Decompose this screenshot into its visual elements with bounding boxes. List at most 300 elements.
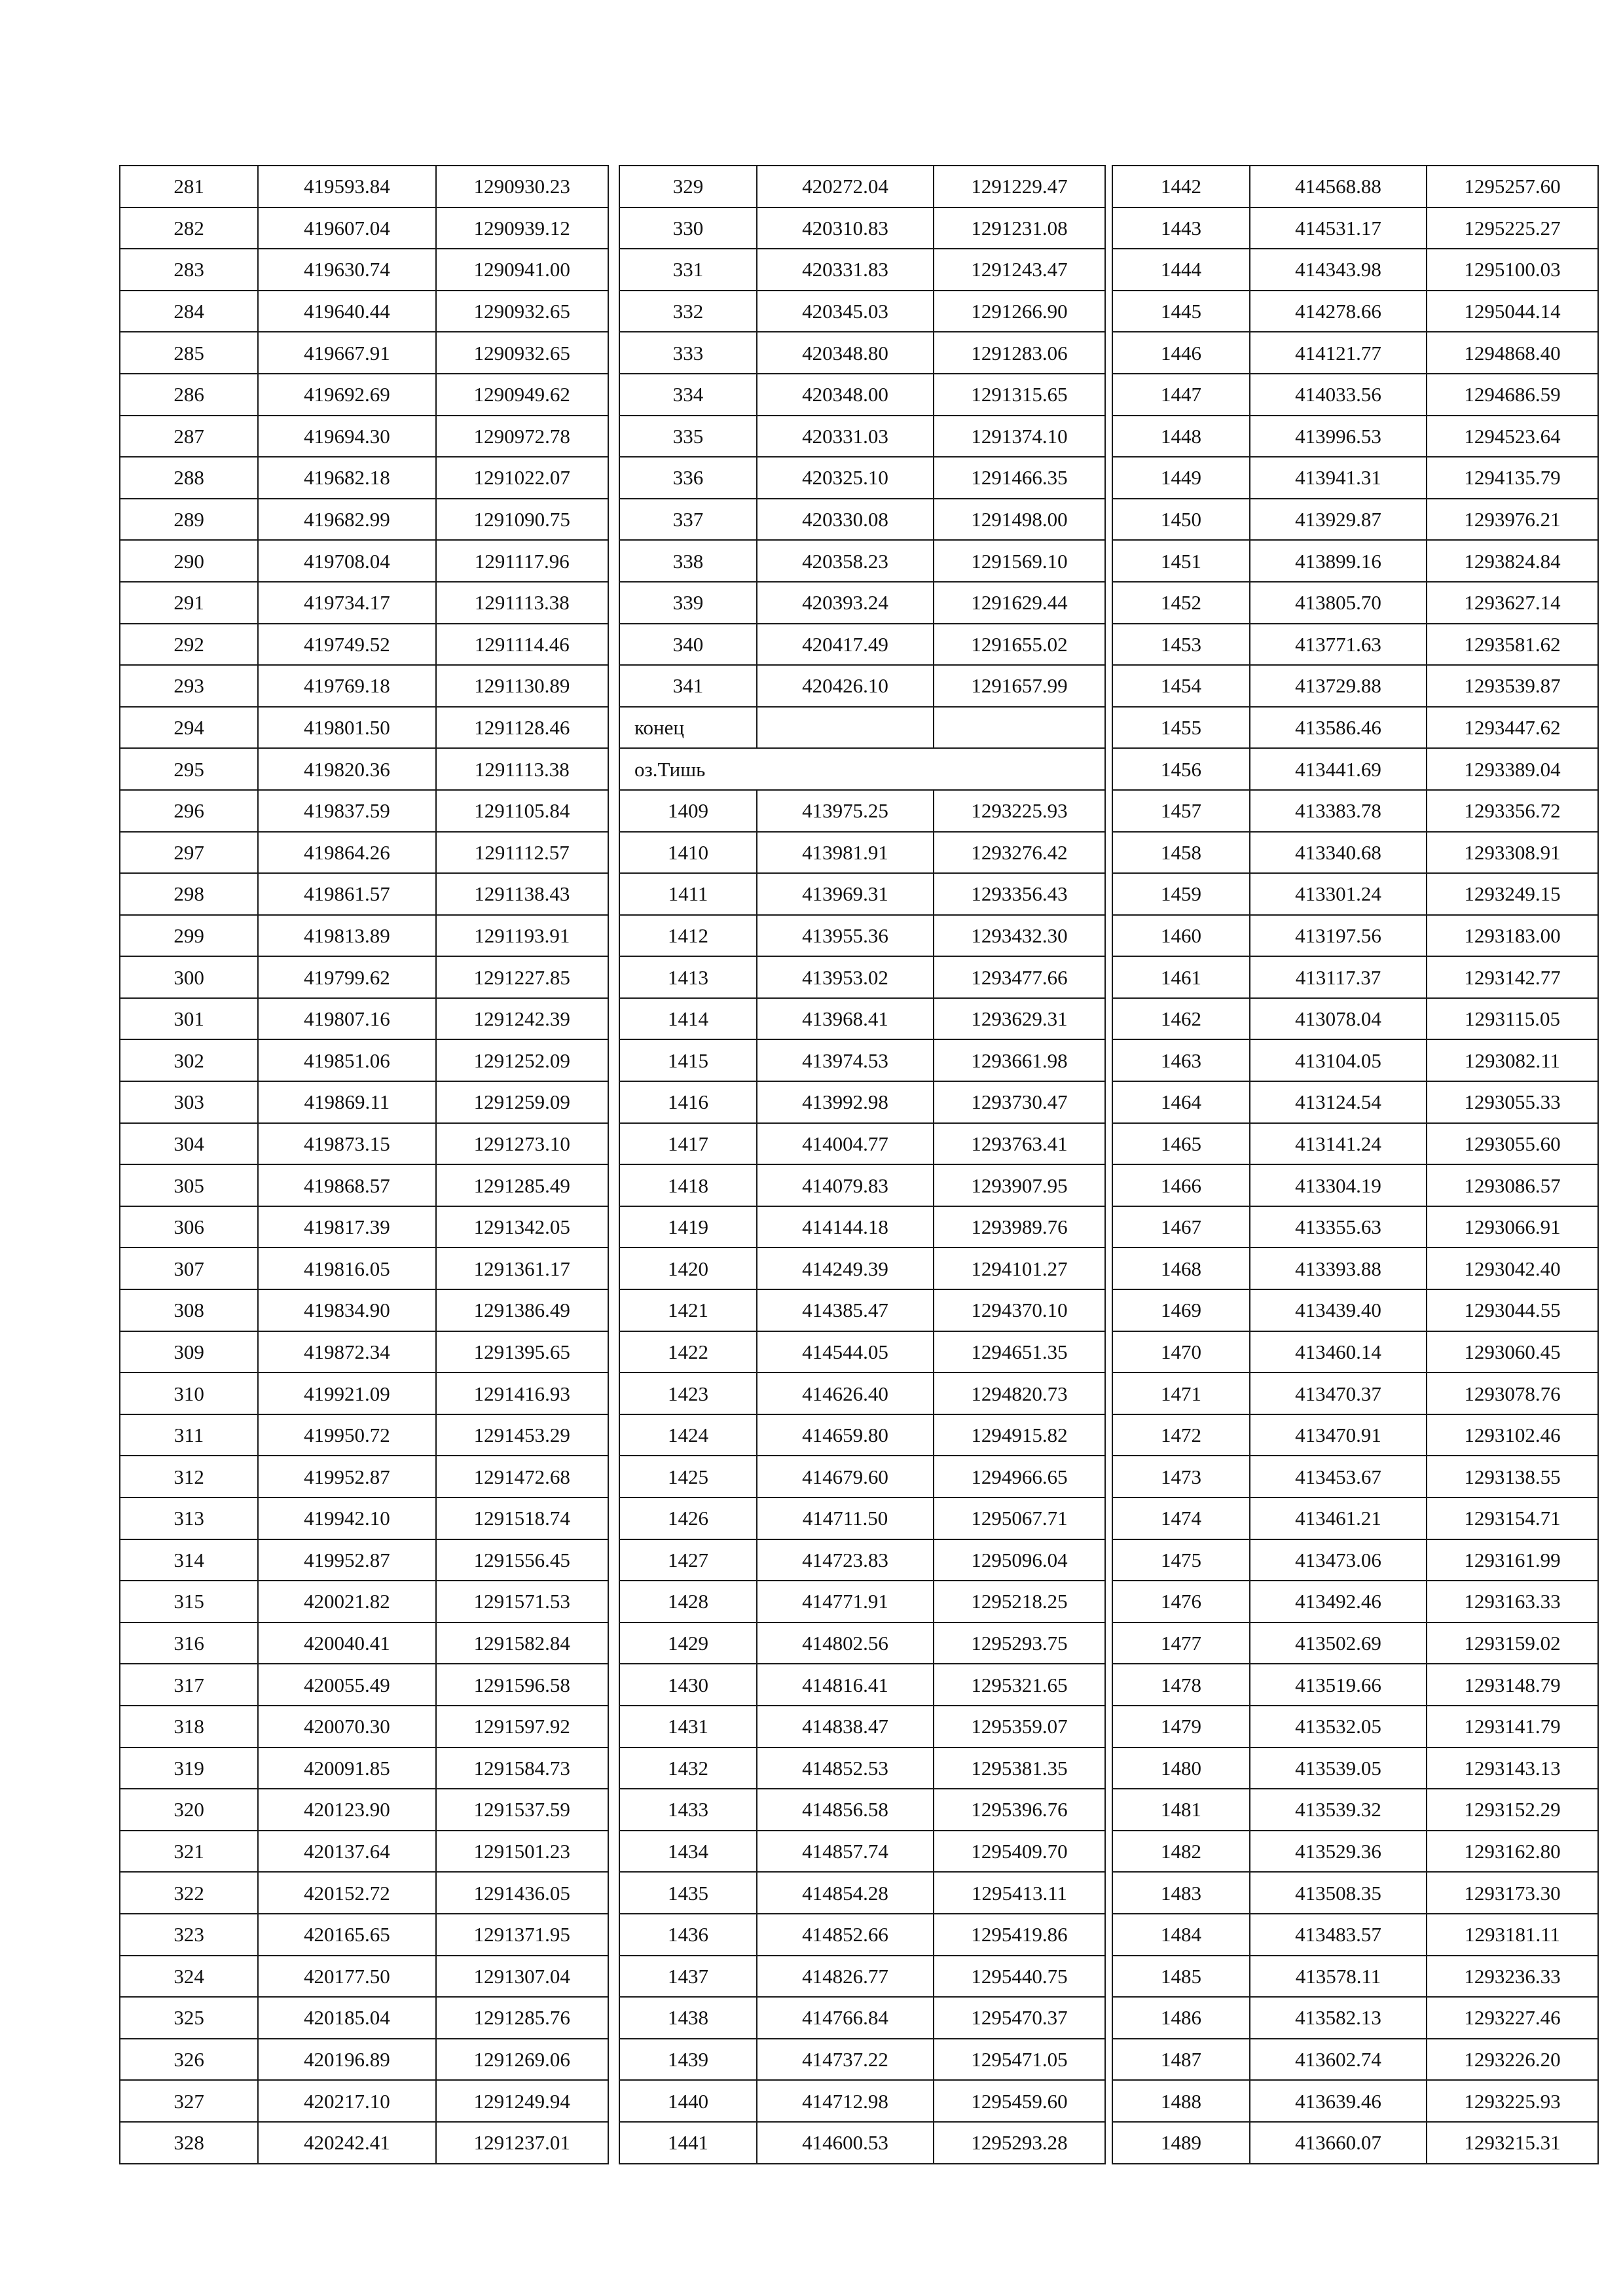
point-number: 1427 bbox=[619, 1539, 757, 1581]
x-coordinate: 413508.35 bbox=[1250, 1872, 1427, 1914]
x-coordinate: 413383.78 bbox=[1250, 790, 1427, 832]
table-row bbox=[619, 1206, 1105, 1248]
point-number: 1483 bbox=[1112, 1872, 1250, 1914]
point-number: 330 bbox=[619, 207, 757, 249]
y-coordinate: 1293539.87 bbox=[1427, 665, 1598, 707]
point-number: 339 bbox=[619, 582, 757, 624]
x-coordinate: 419769.18 bbox=[258, 665, 435, 707]
table-row bbox=[619, 624, 1105, 666]
coordinate-table-middle bbox=[619, 165, 1106, 2164]
point-number: 329 bbox=[619, 166, 757, 207]
y-coordinate: 1295459.60 bbox=[934, 2080, 1105, 2122]
y-coordinate: 1293181.11 bbox=[1427, 1914, 1598, 1956]
point-number: 1432 bbox=[619, 1748, 757, 1789]
x-coordinate: 419950.72 bbox=[258, 1414, 435, 1456]
y-coordinate: 1293066.91 bbox=[1427, 1206, 1598, 1248]
point-number: 1436 bbox=[619, 1914, 757, 1956]
table-row bbox=[619, 1414, 1105, 1456]
y-coordinate: 1293154.71 bbox=[1427, 1498, 1598, 1539]
table-row bbox=[1112, 1123, 1598, 1165]
y-coordinate: 1295100.03 bbox=[1427, 249, 1598, 291]
x-coordinate: 413639.46 bbox=[1250, 2080, 1427, 2122]
point-number: 1485 bbox=[1112, 1956, 1250, 1998]
point-number: 1458 bbox=[1112, 832, 1250, 874]
y-coordinate: 1293142.77 bbox=[1427, 956, 1598, 998]
point-number: 1472 bbox=[1112, 1414, 1250, 1456]
y-coordinate: 1293042.40 bbox=[1427, 1247, 1598, 1289]
table-row bbox=[120, 1831, 608, 1873]
end-row bbox=[619, 707, 1105, 749]
table-row bbox=[1112, 1997, 1598, 2039]
y-coordinate: 1293249.15 bbox=[1427, 873, 1598, 915]
point-number: 307 bbox=[120, 1247, 258, 1289]
point-number: 1481 bbox=[1112, 1789, 1250, 1831]
point-number: 327 bbox=[120, 2080, 258, 2122]
y-coordinate: 1291472.68 bbox=[436, 1456, 608, 1498]
y-coordinate: 1291518.74 bbox=[436, 1498, 608, 1539]
point-number: 315 bbox=[120, 1581, 258, 1623]
x-coordinate: 419834.90 bbox=[258, 1289, 435, 1331]
x-coordinate: 414544.05 bbox=[757, 1331, 934, 1373]
point-number: 338 bbox=[619, 540, 757, 582]
point-number: 1471 bbox=[1112, 1372, 1250, 1414]
empty-cell bbox=[757, 707, 934, 749]
x-coordinate: 413660.07 bbox=[1250, 2122, 1427, 2164]
table-row bbox=[1112, 2080, 1598, 2122]
point-number: 1421 bbox=[619, 1289, 757, 1331]
y-coordinate: 1293163.33 bbox=[1427, 1581, 1598, 1623]
y-coordinate: 1291371.95 bbox=[436, 1914, 608, 1956]
table-row bbox=[120, 1914, 608, 1956]
point-number: 301 bbox=[120, 998, 258, 1040]
point-number: 306 bbox=[120, 1206, 258, 1248]
table-row bbox=[120, 416, 608, 457]
point-number: 1454 bbox=[1112, 665, 1250, 707]
table-row bbox=[619, 1498, 1105, 1539]
x-coordinate: 420331.83 bbox=[757, 249, 934, 291]
table-row bbox=[619, 1997, 1105, 2039]
point-number: 317 bbox=[120, 1664, 258, 1706]
table-row bbox=[619, 291, 1105, 332]
table-row bbox=[1112, 1872, 1598, 1914]
table-row bbox=[1112, 1956, 1598, 1998]
y-coordinate: 1291374.10 bbox=[934, 416, 1105, 457]
y-coordinate: 1291237.01 bbox=[436, 2122, 608, 2164]
point-number: 333 bbox=[619, 332, 757, 374]
coordinate-table-left bbox=[119, 165, 609, 2164]
table-row bbox=[619, 665, 1105, 707]
x-coordinate: 419734.17 bbox=[258, 582, 435, 624]
point-number: 1489 bbox=[1112, 2122, 1250, 2164]
x-coordinate: 420331.03 bbox=[757, 416, 934, 457]
y-coordinate: 1291242.39 bbox=[436, 998, 608, 1040]
table-row bbox=[120, 873, 608, 915]
y-coordinate: 1291269.06 bbox=[436, 2039, 608, 2081]
point-number: 1445 bbox=[1112, 291, 1250, 332]
point-number: 1442 bbox=[1112, 166, 1250, 207]
x-coordinate: 413460.14 bbox=[1250, 1331, 1427, 1373]
table-row bbox=[1112, 956, 1598, 998]
table-row bbox=[619, 1164, 1105, 1206]
x-coordinate: 413502.69 bbox=[1250, 1623, 1427, 1664]
table-row bbox=[1112, 249, 1598, 291]
x-coordinate: 419837.59 bbox=[258, 790, 435, 832]
point-number: 308 bbox=[120, 1289, 258, 1331]
point-number: 1466 bbox=[1112, 1164, 1250, 1206]
x-coordinate: 420272.04 bbox=[757, 166, 934, 207]
table-row bbox=[619, 915, 1105, 957]
y-coordinate: 1293183.00 bbox=[1427, 915, 1598, 957]
y-coordinate: 1291130.89 bbox=[436, 665, 608, 707]
point-number: 323 bbox=[120, 1914, 258, 1956]
table-row bbox=[1112, 2039, 1598, 2081]
table-row bbox=[1112, 166, 1598, 207]
x-coordinate: 414816.41 bbox=[757, 1664, 934, 1706]
x-coordinate: 414600.53 bbox=[757, 2122, 934, 2164]
y-coordinate: 1293060.45 bbox=[1427, 1331, 1598, 1373]
x-coordinate: 419952.87 bbox=[258, 1539, 435, 1581]
x-coordinate: 414385.47 bbox=[757, 1289, 934, 1331]
y-coordinate: 1290932.65 bbox=[436, 332, 608, 374]
x-coordinate: 413539.05 bbox=[1250, 1748, 1427, 1789]
table-row bbox=[120, 1872, 608, 1914]
point-number: 1465 bbox=[1112, 1123, 1250, 1165]
point-number: 341 bbox=[619, 665, 757, 707]
x-coordinate: 420185.04 bbox=[258, 1997, 435, 2039]
y-coordinate: 1291386.49 bbox=[436, 1289, 608, 1331]
point-number: 1417 bbox=[619, 1123, 757, 1165]
x-coordinate: 414343.98 bbox=[1250, 249, 1427, 291]
point-number: 1475 bbox=[1112, 1539, 1250, 1581]
x-coordinate: 419952.87 bbox=[258, 1456, 435, 1498]
table-row bbox=[619, 2122, 1105, 2164]
x-coordinate: 413805.70 bbox=[1250, 582, 1427, 624]
y-coordinate: 1295321.65 bbox=[934, 1664, 1105, 1706]
table-row bbox=[1112, 1914, 1598, 1956]
x-coordinate: 413473.06 bbox=[1250, 1539, 1427, 1581]
table-row bbox=[120, 2080, 608, 2122]
x-coordinate: 414857.74 bbox=[757, 1831, 934, 1873]
point-number: 292 bbox=[120, 624, 258, 666]
table-row bbox=[1112, 1081, 1598, 1123]
table-row bbox=[1112, 790, 1598, 832]
point-number: 1460 bbox=[1112, 915, 1250, 957]
table-row bbox=[619, 374, 1105, 416]
y-coordinate: 1291416.93 bbox=[436, 1372, 608, 1414]
table-row bbox=[120, 1664, 608, 1706]
table-row bbox=[1112, 374, 1598, 416]
y-coordinate: 1293447.62 bbox=[1427, 707, 1598, 749]
table-row bbox=[120, 1081, 608, 1123]
table-row bbox=[619, 1789, 1105, 1831]
x-coordinate: 419630.74 bbox=[258, 249, 435, 291]
x-coordinate: 419942.10 bbox=[258, 1498, 435, 1539]
x-coordinate: 419801.50 bbox=[258, 707, 435, 749]
y-coordinate: 1294686.59 bbox=[1427, 374, 1598, 416]
y-coordinate: 1295419.86 bbox=[934, 1914, 1105, 1956]
y-coordinate: 1293173.30 bbox=[1427, 1872, 1598, 1914]
x-coordinate: 419864.26 bbox=[258, 832, 435, 874]
point-number: 316 bbox=[120, 1623, 258, 1664]
point-number: 1443 bbox=[1112, 207, 1250, 249]
x-coordinate: 413441.69 bbox=[1250, 748, 1427, 790]
y-coordinate: 1291117.96 bbox=[436, 540, 608, 582]
y-coordinate: 1295218.25 bbox=[934, 1581, 1105, 1623]
y-coordinate: 1295067.71 bbox=[934, 1498, 1105, 1539]
x-coordinate: 413519.66 bbox=[1250, 1664, 1427, 1706]
table-row bbox=[1112, 1331, 1598, 1373]
y-coordinate: 1295293.28 bbox=[934, 2122, 1105, 2164]
y-coordinate: 1295359.07 bbox=[934, 1706, 1105, 1748]
point-number: 1416 bbox=[619, 1081, 757, 1123]
x-coordinate: 420348.00 bbox=[757, 374, 934, 416]
point-number: 326 bbox=[120, 2039, 258, 2081]
x-coordinate: 413461.21 bbox=[1250, 1498, 1427, 1539]
point-number: 1413 bbox=[619, 956, 757, 998]
x-coordinate: 420070.30 bbox=[258, 1706, 435, 1748]
x-coordinate: 413941.31 bbox=[1250, 457, 1427, 499]
table-row bbox=[120, 915, 608, 957]
point-number: 311 bbox=[120, 1414, 258, 1456]
y-coordinate: 1293102.46 bbox=[1427, 1414, 1598, 1456]
y-coordinate: 1290939.12 bbox=[436, 207, 608, 249]
x-coordinate: 419807.16 bbox=[258, 998, 435, 1040]
table-row bbox=[619, 1664, 1105, 1706]
y-coordinate: 1290949.62 bbox=[436, 374, 608, 416]
point-number: 1441 bbox=[619, 2122, 757, 2164]
y-coordinate: 1293141.79 bbox=[1427, 1706, 1598, 1748]
point-number: 312 bbox=[120, 1456, 258, 1498]
y-coordinate: 1295257.60 bbox=[1427, 166, 1598, 207]
lake-label: оз.Тишь bbox=[619, 748, 1105, 790]
y-coordinate: 1293627.14 bbox=[1427, 582, 1598, 624]
x-coordinate: 419667.91 bbox=[258, 332, 435, 374]
table-row bbox=[619, 1831, 1105, 1873]
x-coordinate: 420358.23 bbox=[757, 540, 934, 582]
x-coordinate: 413974.53 bbox=[757, 1039, 934, 1081]
x-coordinate: 420040.41 bbox=[258, 1623, 435, 1664]
x-coordinate: 414737.22 bbox=[757, 2039, 934, 2081]
table-row bbox=[120, 624, 608, 666]
y-coordinate: 1291249.94 bbox=[436, 2080, 608, 2122]
table-row bbox=[120, 1456, 608, 1498]
table-row bbox=[1112, 624, 1598, 666]
point-number: 1415 bbox=[619, 1039, 757, 1081]
point-number: 297 bbox=[120, 832, 258, 874]
x-coordinate: 413996.53 bbox=[1250, 416, 1427, 457]
y-coordinate: 1291193.91 bbox=[436, 915, 608, 957]
x-coordinate: 413453.67 bbox=[1250, 1456, 1427, 1498]
x-coordinate: 413483.57 bbox=[1250, 1914, 1427, 1956]
y-coordinate: 1295096.04 bbox=[934, 1539, 1105, 1581]
table-row bbox=[619, 1123, 1105, 1165]
x-coordinate: 419872.34 bbox=[258, 1331, 435, 1373]
table-row bbox=[619, 790, 1105, 832]
x-coordinate: 413981.91 bbox=[757, 832, 934, 874]
point-number: 1456 bbox=[1112, 748, 1250, 790]
y-coordinate: 1295471.05 bbox=[934, 2039, 1105, 2081]
x-coordinate: 414838.47 bbox=[757, 1706, 934, 1748]
point-number: 1463 bbox=[1112, 1039, 1250, 1081]
point-number: 1425 bbox=[619, 1456, 757, 1498]
y-coordinate: 1293225.93 bbox=[934, 790, 1105, 832]
point-number: 302 bbox=[120, 1039, 258, 1081]
y-coordinate: 1291596.58 bbox=[436, 1664, 608, 1706]
x-coordinate: 414712.98 bbox=[757, 2080, 934, 2122]
y-coordinate: 1293907.95 bbox=[934, 1164, 1105, 1206]
point-number: 284 bbox=[120, 291, 258, 332]
point-number: 309 bbox=[120, 1331, 258, 1373]
x-coordinate: 414723.83 bbox=[757, 1539, 934, 1581]
table-row bbox=[1112, 665, 1598, 707]
point-number: 322 bbox=[120, 1872, 258, 1914]
x-coordinate: 413899.16 bbox=[1250, 540, 1427, 582]
point-number: 1423 bbox=[619, 1372, 757, 1414]
point-number: 334 bbox=[619, 374, 757, 416]
y-coordinate: 1294820.73 bbox=[934, 1372, 1105, 1414]
point-number: 321 bbox=[120, 1831, 258, 1873]
y-coordinate: 1291090.75 bbox=[436, 499, 608, 541]
x-coordinate: 414771.91 bbox=[757, 1581, 934, 1623]
x-coordinate: 420091.85 bbox=[258, 1748, 435, 1789]
x-coordinate: 414531.17 bbox=[1250, 207, 1427, 249]
y-coordinate: 1291273.10 bbox=[436, 1123, 608, 1165]
table-row bbox=[619, 1748, 1105, 1789]
table-row bbox=[120, 1331, 608, 1373]
y-coordinate: 1291229.47 bbox=[934, 166, 1105, 207]
table-row bbox=[120, 1206, 608, 1248]
table-row bbox=[120, 1748, 608, 1789]
y-coordinate: 1291138.43 bbox=[436, 873, 608, 915]
x-coordinate: 419861.57 bbox=[258, 873, 435, 915]
x-coordinate: 414856.58 bbox=[757, 1789, 934, 1831]
point-number: 287 bbox=[120, 416, 258, 457]
y-coordinate: 1291315.65 bbox=[934, 374, 1105, 416]
point-number: 1459 bbox=[1112, 873, 1250, 915]
point-number: 283 bbox=[120, 249, 258, 291]
x-coordinate: 420426.10 bbox=[757, 665, 934, 707]
y-coordinate: 1295381.35 bbox=[934, 1748, 1105, 1789]
table-row bbox=[1112, 1456, 1598, 1498]
y-coordinate: 1293477.66 bbox=[934, 956, 1105, 998]
point-number: 318 bbox=[120, 1706, 258, 1748]
table-body-middle bbox=[619, 166, 1105, 2164]
point-number: 300 bbox=[120, 956, 258, 998]
y-coordinate: 1294651.35 bbox=[934, 1331, 1105, 1373]
point-number: 1431 bbox=[619, 1706, 757, 1748]
x-coordinate: 413439.40 bbox=[1250, 1289, 1427, 1331]
x-coordinate: 414852.53 bbox=[757, 1748, 934, 1789]
table-row bbox=[1112, 1623, 1598, 1664]
x-coordinate: 413340.68 bbox=[1250, 832, 1427, 874]
point-number: 1418 bbox=[619, 1164, 757, 1206]
x-coordinate: 413975.25 bbox=[757, 790, 934, 832]
table-row bbox=[120, 457, 608, 499]
table-row bbox=[120, 1706, 608, 1748]
point-number: 324 bbox=[120, 1956, 258, 1998]
point-number: 1470 bbox=[1112, 1331, 1250, 1373]
table-row bbox=[1112, 1372, 1598, 1414]
point-number: 289 bbox=[120, 499, 258, 541]
x-coordinate: 413582.13 bbox=[1250, 1997, 1427, 2039]
point-number: 1453 bbox=[1112, 624, 1250, 666]
table-row bbox=[619, 2080, 1105, 2122]
y-coordinate: 1293989.76 bbox=[934, 1206, 1105, 1248]
point-number: 1486 bbox=[1112, 1997, 1250, 2039]
x-coordinate: 420123.90 bbox=[258, 1789, 435, 1831]
point-number: 1478 bbox=[1112, 1664, 1250, 1706]
table-row bbox=[1112, 1831, 1598, 1873]
table-row bbox=[120, 707, 608, 749]
x-coordinate: 414004.77 bbox=[757, 1123, 934, 1165]
table-row bbox=[120, 1372, 608, 1414]
x-coordinate: 420242.41 bbox=[258, 2122, 435, 2164]
table-row bbox=[1112, 1039, 1598, 1081]
x-coordinate: 414826.77 bbox=[757, 1956, 934, 1998]
point-number: 335 bbox=[619, 416, 757, 457]
table-row bbox=[1112, 416, 1598, 457]
y-coordinate: 1290930.23 bbox=[436, 166, 608, 207]
table-row bbox=[1112, 873, 1598, 915]
point-number: 1429 bbox=[619, 1623, 757, 1664]
y-coordinate: 1291629.44 bbox=[934, 582, 1105, 624]
x-coordinate: 420330.08 bbox=[757, 499, 934, 541]
point-number: 294 bbox=[120, 707, 258, 749]
table-row bbox=[120, 1623, 608, 1664]
table-row bbox=[1112, 1414, 1598, 1456]
x-coordinate: 420152.72 bbox=[258, 1872, 435, 1914]
x-coordinate: 413492.46 bbox=[1250, 1581, 1427, 1623]
table-row bbox=[619, 249, 1105, 291]
y-coordinate: 1291022.07 bbox=[436, 457, 608, 499]
point-number: 1446 bbox=[1112, 332, 1250, 374]
point-number: 1411 bbox=[619, 873, 757, 915]
y-coordinate: 1291361.17 bbox=[436, 1247, 608, 1289]
point-number: 1437 bbox=[619, 1956, 757, 1998]
point-number: 1464 bbox=[1112, 1081, 1250, 1123]
y-coordinate: 1290932.65 bbox=[436, 291, 608, 332]
point-number: 286 bbox=[120, 374, 258, 416]
table-row bbox=[1112, 540, 1598, 582]
x-coordinate: 419820.36 bbox=[258, 748, 435, 790]
y-coordinate: 1293055.33 bbox=[1427, 1081, 1598, 1123]
point-number: 1462 bbox=[1112, 998, 1250, 1040]
x-coordinate: 419851.06 bbox=[258, 1039, 435, 1081]
y-coordinate: 1295396.76 bbox=[934, 1789, 1105, 1831]
end-label: конец bbox=[619, 707, 757, 749]
x-coordinate: 414568.88 bbox=[1250, 166, 1427, 207]
y-coordinate: 1294868.40 bbox=[1427, 332, 1598, 374]
x-coordinate: 420177.50 bbox=[258, 1956, 435, 1998]
point-number: 288 bbox=[120, 457, 258, 499]
point-number: 1484 bbox=[1112, 1914, 1250, 1956]
point-number: 1473 bbox=[1112, 1456, 1250, 1498]
x-coordinate: 414711.50 bbox=[757, 1498, 934, 1539]
y-coordinate: 1291113.38 bbox=[436, 582, 608, 624]
table-row bbox=[619, 832, 1105, 874]
y-coordinate: 1291597.92 bbox=[436, 1706, 608, 1748]
y-coordinate: 1291307.04 bbox=[436, 1956, 608, 1998]
y-coordinate: 1293226.20 bbox=[1427, 2039, 1598, 2081]
table-row bbox=[1112, 1539, 1598, 1581]
point-number: 1469 bbox=[1112, 1289, 1250, 1331]
x-coordinate: 420310.83 bbox=[757, 207, 934, 249]
table-row bbox=[619, 2039, 1105, 2081]
y-coordinate: 1293161.99 bbox=[1427, 1539, 1598, 1581]
table-row bbox=[1112, 332, 1598, 374]
y-coordinate: 1293581.62 bbox=[1427, 624, 1598, 666]
table-row bbox=[1112, 832, 1598, 874]
